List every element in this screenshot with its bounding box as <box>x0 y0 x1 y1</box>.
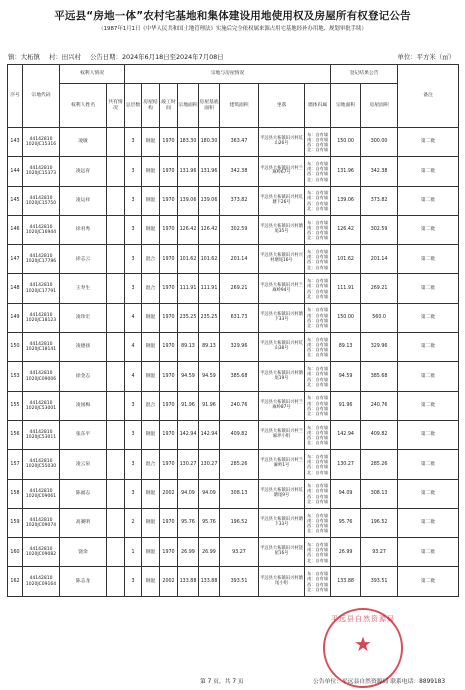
cell-structure: 混合 <box>142 274 160 303</box>
cell-year: 1970 <box>160 508 178 537</box>
cell-parcel-area: 111.91 <box>178 274 199 303</box>
table-row <box>8 420 459 449</box>
cell-building-area: 393.51 <box>220 567 259 596</box>
cell-base-area: 111.91 <box>199 274 220 303</box>
cell-location: 平远县大柘镇田兴村塘尾35号 <box>259 215 305 244</box>
table-row <box>8 567 459 596</box>
table-row <box>8 303 459 332</box>
table-row <box>8 157 459 186</box>
header-seq: 序号 <box>8 65 23 128</box>
cell-location: 平远县大柘镇田兴村兰麻岭1号 <box>259 450 305 479</box>
seal-star-icon: ★ <box>354 632 372 656</box>
table-row <box>8 128 459 157</box>
cell-floors: 3 <box>125 128 142 157</box>
cell-co-owner <box>107 128 125 157</box>
cell-base-area: 89.13 <box>199 333 220 362</box>
cell-parcel-code: 44142810 1020JC17786 <box>23 245 60 274</box>
cell-co-owner <box>107 479 125 508</box>
contact-info: 公告单位：平远县自然资源局 联系电话：8899183 <box>313 679 446 685</box>
cell-floors: 3 <box>125 245 142 274</box>
cell-year: 2002 <box>160 479 178 508</box>
cell-base-area: 101.62 <box>199 245 220 274</box>
cell-owner-name: 凌国梅 <box>60 391 107 420</box>
cell-reg-parcel-area: 26.99 <box>331 538 361 567</box>
cell-location: 平远县大柘镇田兴村饶屋16号 <box>259 538 305 567</box>
cell-structure: 钢混 <box>142 128 160 157</box>
header-building-area: 建筑面积 <box>220 84 259 128</box>
cell-year: 1970 <box>160 157 178 186</box>
cell-building-area: 240.76 <box>220 391 259 420</box>
cell-reg-house-area: 393.51 <box>361 567 398 596</box>
cell-reg-parcel-area: 139.06 <box>331 186 361 215</box>
cell-building-area: 373.82 <box>220 186 259 215</box>
cell-location: 平远县大柘镇田兴村坑山26号 <box>259 128 305 157</box>
cell-building-area: 196.52 <box>220 508 259 537</box>
period-label: 公告日期：2024年6月18日至2024年7月08日 <box>90 53 224 61</box>
table-body <box>8 128 459 597</box>
cell-co-owner <box>107 450 125 479</box>
cell-boundary: 东：自有墙南：自有墙西：自有墙北：自有墙 <box>305 479 331 508</box>
cell-remark: 第二批 <box>398 508 459 537</box>
cell-remark: 第二批 <box>398 274 459 303</box>
cell-seq: 143 <box>8 128 23 157</box>
cell-reg-house-area: 196.52 <box>361 508 398 537</box>
cell-location: 平远县大柘镇田兴村塘下33号 <box>259 303 305 332</box>
cell-reg-parcel-area: 94.59 <box>331 362 361 391</box>
cell-remark: 第二批 <box>398 362 459 391</box>
cell-owner-name: 凌珍宏 <box>60 303 107 332</box>
cell-remark: 第二批 <box>398 303 459 332</box>
cell-parcel-area: 94.09 <box>178 479 199 508</box>
cell-parcel-code: 44142810 1020JC16944 <box>23 215 60 244</box>
cell-co-owner <box>107 567 125 596</box>
cell-building-area: 342.38 <box>220 157 259 186</box>
cell-remark: 第二批 <box>398 245 459 274</box>
cell-reg-parcel-area: 91.96 <box>331 391 361 420</box>
header-parcel-code: 宗地代码 <box>23 65 60 128</box>
cell-owner-name: 高赛明 <box>60 508 107 537</box>
cell-reg-parcel-area: 126.42 <box>331 215 361 244</box>
cell-co-owner <box>107 303 125 332</box>
cell-structure: 混合 <box>142 391 160 420</box>
cell-parcel-area: 183.30 <box>178 128 199 157</box>
cell-remark: 第二批 <box>398 391 459 420</box>
cell-reg-parcel-area: 95.76 <box>331 508 361 537</box>
header-base-area: 房屋基底面积 <box>199 84 220 128</box>
cell-location: 平远县大柘镇田兴村塘尾小组 <box>259 567 305 596</box>
cell-parcel-area: 89.13 <box>178 333 199 362</box>
cell-base-area: 91.96 <box>199 391 220 420</box>
cell-owner-name: 凌远育 <box>60 157 107 186</box>
table-row <box>8 538 459 567</box>
cell-location: 平远县大柘镇田兴村坑山38号 <box>259 333 305 362</box>
cell-reg-house-area: 201.14 <box>361 245 398 274</box>
header-land-house: 宗地与房屋情况 <box>125 65 331 84</box>
cell-seq: 157 <box>8 450 23 479</box>
cell-structure: 钢混 <box>142 538 160 567</box>
cell-parcel-code: 44142810 1020JC09074 <box>23 508 60 537</box>
cell-base-area: 142.94 <box>199 420 220 449</box>
cell-location: 平远县大柘镇田兴村坑塘尾9号 <box>259 479 305 508</box>
cell-boundary: 东：自有墙南：自有墙西：自有墙北：自有墙 <box>305 391 331 420</box>
cell-co-owner <box>107 215 125 244</box>
cell-base-area: 94.09 <box>199 479 220 508</box>
cell-year: 1970 <box>160 333 178 362</box>
cell-building-area: 385.68 <box>220 362 259 391</box>
cell-structure: 钢混 <box>142 362 160 391</box>
cell-remark: 第二批 <box>398 215 459 244</box>
header-remark: 备注 <box>398 65 459 128</box>
cell-boundary: 东：自有墙南：自有墙西：自有墙北：自有墙 <box>305 538 331 567</box>
cell-remark: 第二批 <box>398 567 459 596</box>
cell-remark: 第二批 <box>398 420 459 449</box>
cell-parcel-area: 101.62 <box>178 245 199 274</box>
cell-boundary: 东：自有墙南：自有墙西：自有墙北：自有墙 <box>305 128 331 157</box>
cell-boundary: 东：自有墙南：自有墙西：自有墙北：自有墙 <box>305 303 331 332</box>
cell-year: 1970 <box>160 215 178 244</box>
header-structure: 房屋结构 <box>142 84 160 128</box>
page-number: 第 7 页，共 7 页 <box>200 679 244 685</box>
cell-floors: 4 <box>125 303 142 332</box>
cell-owner-name: 凌云泉 <box>60 450 107 479</box>
header-location: 坐落 <box>259 84 305 128</box>
cell-location: 平远县大柘镇田兴村坑塘下26号 <box>259 186 305 215</box>
cell-structure: 混合 <box>142 450 160 479</box>
cell-parcel-area: 95.76 <box>178 508 199 537</box>
cell-base-area: 95.76 <box>199 508 220 537</box>
cell-reg-parcel-area: 150.00 <box>331 128 361 157</box>
table-row <box>8 245 459 274</box>
cell-reg-house-area: 329.96 <box>361 333 398 362</box>
cell-building-area: 93.27 <box>220 538 259 567</box>
cell-reg-house-area: 240.76 <box>361 391 398 420</box>
cell-parcel-code: 44142810 1020JC15316 <box>23 128 60 157</box>
table-row <box>8 186 459 215</box>
cell-reg-house-area: 373.82 <box>361 186 398 215</box>
cell-parcel-area: 126.42 <box>178 215 199 244</box>
table-row <box>8 479 459 508</box>
cell-reg-parcel-area: 150.00 <box>331 303 361 332</box>
cell-location: 平远县大柘镇田兴村兰麻坪小组 <box>259 420 305 449</box>
cell-floors: 3 <box>125 420 142 449</box>
cell-reg-house-area: 385.68 <box>361 362 398 391</box>
village-label: 村：田兴村 <box>49 53 81 61</box>
cell-building-area: 302.59 <box>220 215 259 244</box>
cell-parcel-code: 44142810 1020JC53011 <box>23 420 60 449</box>
cell-base-area: 180.30 <box>199 128 220 157</box>
cell-parcel-area: 142.94 <box>178 420 199 449</box>
cell-base-area: 131.96 <box>199 157 220 186</box>
cell-reg-house-area: 409.82 <box>361 420 398 449</box>
cell-floors: 1 <box>125 538 142 567</box>
cell-owner-name: 凌运祥 <box>60 186 107 215</box>
cell-seq: 159 <box>8 508 23 537</box>
cell-co-owner <box>107 362 125 391</box>
cell-owner-name: 徐金志 <box>60 362 107 391</box>
cell-owner-name: 徐志云 <box>60 245 107 274</box>
cell-base-area: 94.59 <box>199 362 220 391</box>
cell-seq: 156 <box>8 420 23 449</box>
cell-location: 平远县大柘镇田兴村兴村塘尾16号 <box>259 245 305 274</box>
cell-base-area: 126.42 <box>199 215 220 244</box>
header-reg-house-area: 房屋面积 <box>361 84 398 128</box>
header-owner-name: 权利人姓名 <box>60 84 107 128</box>
table-row <box>8 333 459 362</box>
cell-floors: 3 <box>125 215 142 244</box>
cell-floors: 3 <box>125 391 142 420</box>
cell-base-area: 235.25 <box>199 303 220 332</box>
cell-seq: 155 <box>8 391 23 420</box>
cell-parcel-area: 131.96 <box>178 157 199 186</box>
cell-floors: 3 <box>125 450 142 479</box>
cell-owner-name: 饶余 <box>60 538 107 567</box>
cell-reg-house-area: 560.0 <box>361 303 398 332</box>
cell-co-owner <box>107 391 125 420</box>
cell-year: 1970 <box>160 128 178 157</box>
cell-floors: 4 <box>125 333 142 362</box>
cell-structure: 钢混 <box>142 303 160 332</box>
cell-structure: 钢混 <box>142 420 160 449</box>
cell-base-area: 130.27 <box>199 450 220 479</box>
cell-reg-parcel-area: 142.94 <box>331 420 361 449</box>
cell-seq: 160 <box>8 538 23 567</box>
cell-floors: 2 <box>125 508 142 537</box>
cell-remark: 第二批 <box>398 157 459 186</box>
header-floors: 总层数 <box>125 84 142 128</box>
cell-year: 1970 <box>160 362 178 391</box>
cell-location: 平远县大柘镇田兴村兰麻岭94号 <box>259 274 305 303</box>
cell-remark: 第二批 <box>398 333 459 362</box>
table-row <box>8 450 459 479</box>
table-row <box>8 508 459 537</box>
cell-boundary: 东：自有墙南：自有墙西：自有墙北：自有墙 <box>305 215 331 244</box>
cell-parcel-area: 133.88 <box>178 567 199 596</box>
cell-floors: 3 <box>125 567 142 596</box>
page-subtitle: （1987年1月1日《中华人民共和国土地管理法》实施后完全依权属来源占用宅基地经补办用地、规划审批手续） <box>98 26 367 32</box>
cell-boundary: 东：自有墙南：自有墙西：自有墙北：自有墙 <box>305 333 331 362</box>
cell-year: 1970 <box>160 245 178 274</box>
cell-parcel-code: 44142810 1020JC09006 <box>23 362 60 391</box>
registration-table <box>7 64 459 597</box>
cell-seq: 146 <box>8 215 23 244</box>
header-year: 竣工时间 <box>160 84 178 128</box>
cell-owner-name: 凌敏 <box>60 128 107 157</box>
cell-seq: 158 <box>8 479 23 508</box>
cell-floors: 3 <box>125 274 142 303</box>
cell-parcel-code: 44142810 1020JC53001 <box>23 391 60 420</box>
cell-structure: 钢混 <box>142 186 160 215</box>
header-reg-parcel-area: 宗地面积 <box>331 84 361 128</box>
unit-label: 单位：平方米（㎡） <box>397 53 455 61</box>
header-register-result: 登记结果公告 <box>331 65 398 84</box>
cell-structure: 混合 <box>142 245 160 274</box>
cell-seq: 145 <box>8 186 23 215</box>
cell-boundary: 东：自有墙南：自有墙西：自有墙北：自有墙 <box>305 508 331 537</box>
cell-location: 平远县大柘镇田兴村兰麻岭87号 <box>259 391 305 420</box>
cell-boundary: 东：自有墙南：自有墙西：自有墙北：自有墙 <box>305 157 331 186</box>
cell-parcel-area: 91.96 <box>178 391 199 420</box>
cell-floors: 4 <box>125 362 142 391</box>
cell-parcel-code: 44142810 1020JC18141 <box>23 333 60 362</box>
cell-structure: 钢混 <box>142 157 160 186</box>
cell-building-area: 363.47 <box>220 128 259 157</box>
cell-remark: 第二批 <box>398 479 459 508</box>
cell-parcel-code: 44142810 1020JC17791 <box>23 274 60 303</box>
cell-reg-parcel-area: 111.91 <box>331 274 361 303</box>
cell-parcel-code: 44142810 1020JC15750 <box>23 186 60 215</box>
cell-base-area: 26.99 <box>199 538 220 567</box>
cell-year: 1970 <box>160 391 178 420</box>
cell-building-area: 285.26 <box>220 450 259 479</box>
cell-remark: 第二批 <box>398 128 459 157</box>
cell-co-owner <box>107 420 125 449</box>
table-row <box>8 274 459 303</box>
cell-boundary: 东：自有墙南：自有墙西：自有墙北：自有墙 <box>305 450 331 479</box>
cell-owner-name: 徐君秀 <box>60 215 107 244</box>
page-title: 平远县“房地一体”农村宅基地和集体建设用地使用权及房屋所有权登记公告 <box>54 10 411 22</box>
cell-seq: 162 <box>8 567 23 596</box>
cell-reg-house-area: 269.21 <box>361 274 398 303</box>
cell-seq: 144 <box>8 157 23 186</box>
cell-building-area: 409.82 <box>220 420 259 449</box>
cell-owner-name: 张东平 <box>60 420 107 449</box>
cell-co-owner <box>107 508 125 537</box>
cell-parcel-code: 44142810 1020JC09082 <box>23 538 60 567</box>
cell-parcel-area: 235.25 <box>178 303 199 332</box>
cell-year: 1970 <box>160 420 178 449</box>
cell-year: 1970 <box>160 538 178 567</box>
header-parcel-area: 宗地面积 <box>178 84 199 128</box>
cell-owner-name: 凌德扬 <box>60 333 107 362</box>
cell-parcel-code: 44142810 1020JC55030 <box>23 450 60 479</box>
cell-boundary: 东：自有墙南：自有墙西：自有墙北：自有墙 <box>305 567 331 596</box>
cell-reg-parcel-area: 130.27 <box>331 450 361 479</box>
cell-structure: 钢混 <box>142 333 160 362</box>
cell-year: 1970 <box>160 450 178 479</box>
cell-base-area: 139.06 <box>199 186 220 215</box>
cell-owner-name: 陈福志 <box>60 479 107 508</box>
cell-parcel-area: 130.27 <box>178 450 199 479</box>
cell-year: 1970 <box>160 186 178 215</box>
cell-reg-parcel-area: 101.62 <box>331 245 361 274</box>
cell-building-area: 201.14 <box>220 245 259 274</box>
cell-co-owner <box>107 538 125 567</box>
cell-reg-house-area: 285.26 <box>361 450 398 479</box>
table-row <box>8 362 459 391</box>
cell-reg-house-area: 93.27 <box>361 538 398 567</box>
table-row <box>8 215 459 244</box>
cell-seq: 147 <box>8 245 23 274</box>
cell-seq: 153 <box>8 362 23 391</box>
cell-co-owner <box>107 157 125 186</box>
cell-location: 平远县大柘镇田兴村塘尾19号 <box>259 362 305 391</box>
cell-parcel-area: 94.59 <box>178 362 199 391</box>
cell-parcel-area: 139.06 <box>178 186 199 215</box>
cell-reg-parcel-area: 131.96 <box>331 157 361 186</box>
cell-parcel-code: 44142810 1020JC18123 <box>23 303 60 332</box>
cell-seq: 148 <box>8 274 23 303</box>
cell-reg-parcel-area: 94.09 <box>331 479 361 508</box>
cell-structure: 钢混 <box>142 215 160 244</box>
cell-parcel-code: 44142810 1020JC09164 <box>23 567 60 596</box>
cell-co-owner <box>107 274 125 303</box>
cell-boundary: 东：自有墙南：自有墙西：自有墙北：自有墙 <box>305 274 331 303</box>
cell-floors: 3 <box>125 157 142 186</box>
cell-remark: 第二批 <box>398 538 459 567</box>
cell-building-area: 631.73 <box>220 303 259 332</box>
cell-structure: 钢混 <box>142 479 160 508</box>
cell-base-area: 133.88 <box>199 567 220 596</box>
cell-boundary: 东：自有墙南：自有墙西：自有墙北：自有墙 <box>305 420 331 449</box>
cell-building-area: 269.21 <box>220 274 259 303</box>
cell-boundary: 东：自有墙南：自有墙西：自有墙北：自有墙 <box>305 362 331 391</box>
cell-location: 平远县大柘镇田兴村塘下33号 <box>259 508 305 537</box>
cell-remark: 第二批 <box>398 450 459 479</box>
cell-seq: 149 <box>8 303 23 332</box>
cell-reg-house-area: 302.59 <box>361 215 398 244</box>
cell-co-owner <box>107 245 125 274</box>
cell-parcel-code: 44142810 1020JC15373 <box>23 157 60 186</box>
header-boundary: 墙体归属 <box>305 84 331 128</box>
cell-structure: 钢混 <box>142 508 160 537</box>
cell-reg-parcel-area: 133.88 <box>331 567 361 596</box>
cell-co-owner <box>107 333 125 362</box>
cell-boundary: 东：自有墙南：自有墙西：自有墙北：自有墙 <box>305 245 331 274</box>
table-row <box>8 391 459 420</box>
cell-reg-parcel-area: 89.13 <box>331 333 361 362</box>
cell-floors: 3 <box>125 479 142 508</box>
cell-building-area: 329.96 <box>220 333 259 362</box>
notice-meta <box>8 52 231 61</box>
cell-seq: 150 <box>8 333 23 362</box>
cell-co-owner <box>107 186 125 215</box>
cell-reg-house-area: 342.38 <box>361 157 398 186</box>
cell-parcel-code: 44142810 1020JC09061 <box>23 479 60 508</box>
header-right-holder: 权利人情况 <box>60 65 125 84</box>
town-label: 镇：大柘镇 <box>8 53 40 61</box>
cell-reg-house-area: 300.00 <box>361 128 398 157</box>
cell-owner-name: 陈志龙 <box>60 567 107 596</box>
cell-floors: 3 <box>125 186 142 215</box>
cell-parcel-area: 26.99 <box>178 538 199 567</box>
cell-structure: 钢混 <box>142 567 160 596</box>
cell-year: 1970 <box>160 274 178 303</box>
cell-building-area: 308.13 <box>220 479 259 508</box>
header-co-owner: 共有情况 <box>107 84 125 128</box>
seal-text: 平远县自然资源局 <box>331 615 395 623</box>
cell-owner-name: 王寿生 <box>60 274 107 303</box>
cell-boundary: 东：自有墙南：自有墙西：自有墙北：自有墙 <box>305 186 331 215</box>
cell-year: 1970 <box>160 303 178 332</box>
cell-year: 2002 <box>160 567 178 596</box>
cell-reg-house-area: 308.13 <box>361 479 398 508</box>
cell-location: 平远县大柘镇田兴村兰麻岭67号 <box>259 157 305 186</box>
cell-remark: 第二批 <box>398 186 459 215</box>
